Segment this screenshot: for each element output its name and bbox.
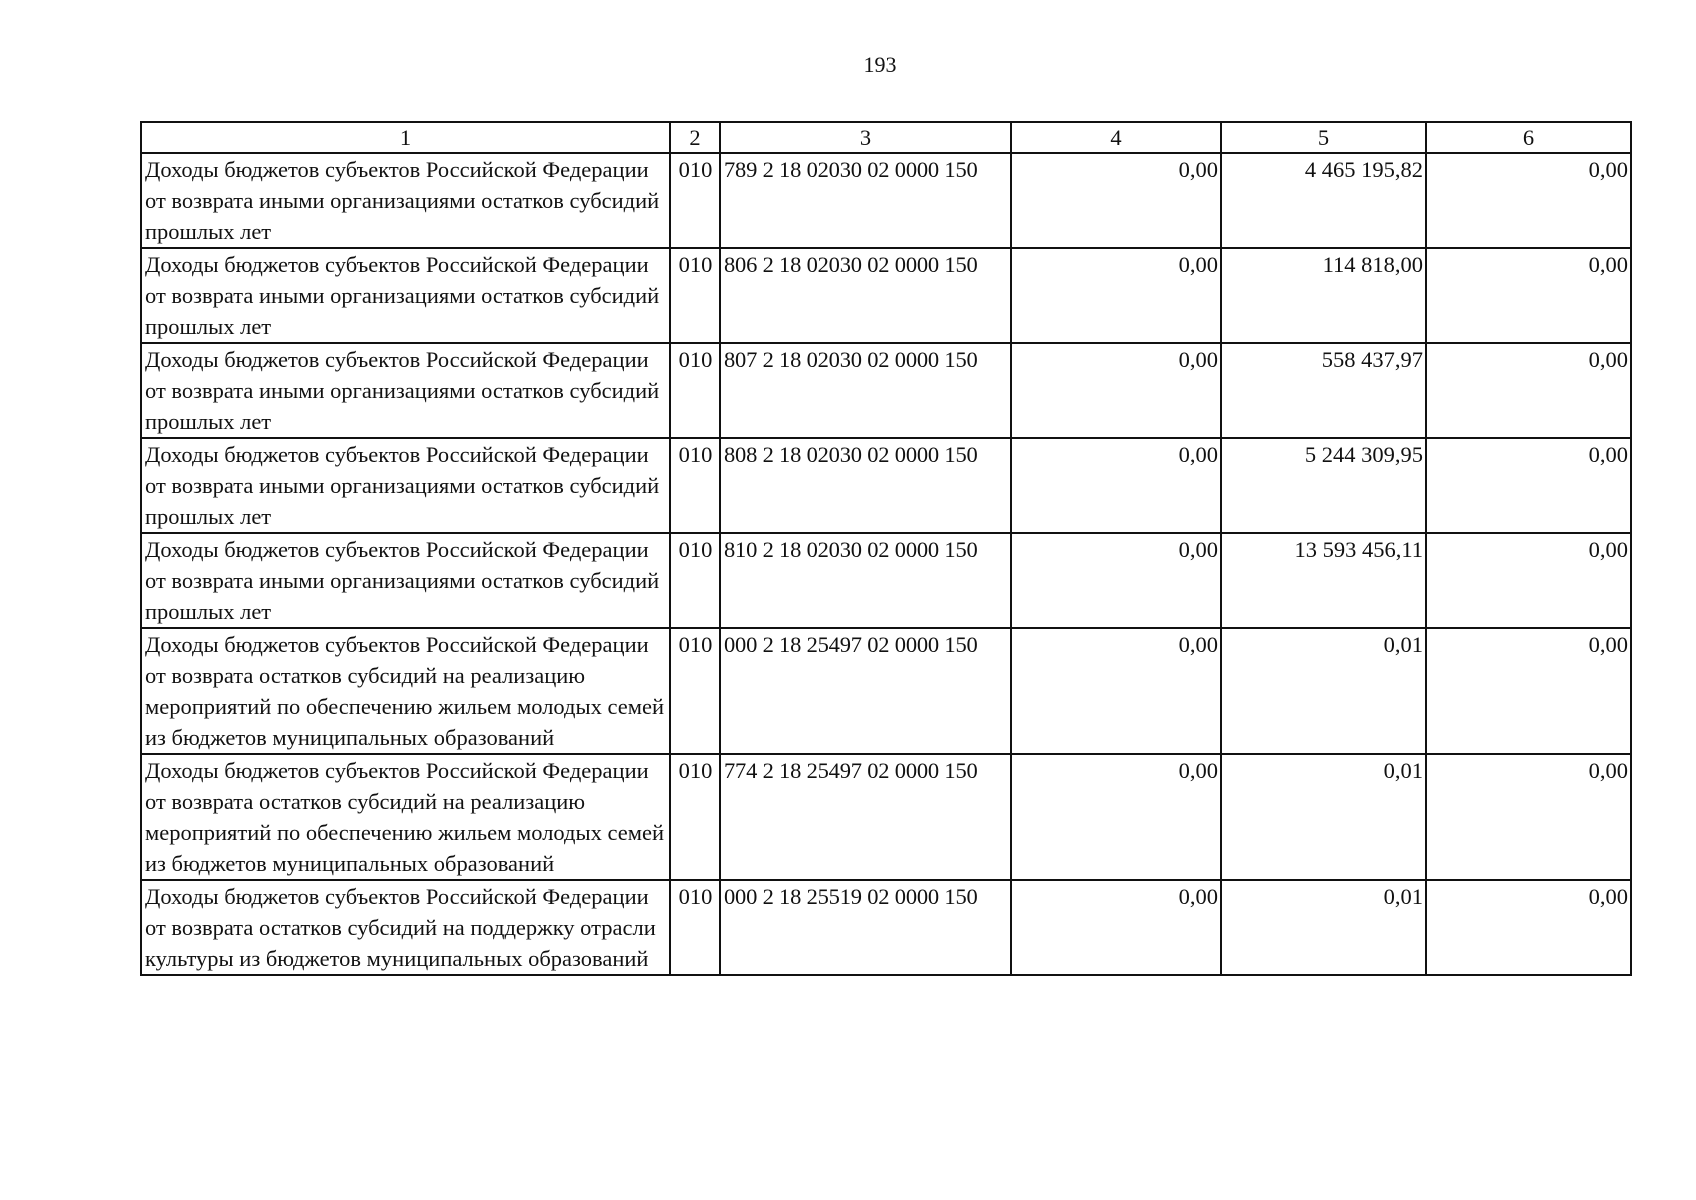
column-5-value: 13 593 456,11 [1221,533,1426,628]
budget-code-cell: 810 2 18 02030 02 0000 150 [720,533,1011,628]
column-4-value: 0,00 [1011,880,1221,975]
column-header-1: 1 [141,122,670,153]
section-code-cell: 010 [670,628,720,754]
section-code-cell: 010 [670,343,720,438]
header-row [141,122,1631,153]
section-code-cell: 010 [670,533,720,628]
income-name-cell: Доходы бюджетов субъектов Российской Федерации от возврата иными организациями остатков субсидий прошлых лет [141,343,670,438]
section-code-cell: 010 [670,880,720,975]
budget-code-cell: 789 2 18 02030 02 0000 150 [720,153,1011,248]
income-name-cell: Доходы бюджетов субъектов Российской Федерации от возврата иными организациями остатков субсидий прошлых лет [141,533,670,628]
column-5-value: 0,01 [1221,880,1426,975]
table-header [141,122,1631,153]
income-name-cell: Доходы бюджетов субъектов Российской Федерации от возврата остатков субсидий на реализацию мероприятий по обеспечению жильем молодых семей из бюджетов муниципальных образований [141,628,670,754]
column-header-5: 5 [1221,122,1426,153]
column-header-3: 3 [720,122,1011,153]
column-4-value: 0,00 [1011,153,1221,248]
section-code-cell: 010 [670,754,720,880]
column-6-value: 0,00 [1426,248,1631,343]
column-4-value: 0,00 [1011,754,1221,880]
column-5-value: 0,01 [1221,754,1426,880]
column-4-value: 0,00 [1011,628,1221,754]
budget-code-cell: 000 2 18 25519 02 0000 150 [720,880,1011,975]
table-body [141,153,1631,975]
column-4-value: 0,00 [1011,438,1221,533]
income-name-cell: Доходы бюджетов субъектов Российской Федерации от возврата остатков субсидий на поддержку отрасли культуры из бюджетов муниципальных образований [141,880,670,975]
section-code-cell: 010 [670,248,720,343]
column-6-value: 0,00 [1426,438,1631,533]
table-row [141,754,1631,880]
column-5-value: 4 465 195,82 [1221,153,1426,248]
column-5-value: 558 437,97 [1221,343,1426,438]
column-6-value: 0,00 [1426,153,1631,248]
table-row [141,153,1631,248]
income-name-cell: Доходы бюджетов субъектов Российской Федерации от возврата иными организациями остатков субсидий прошлых лет [141,153,670,248]
column-header-2: 2 [670,122,720,153]
section-code-cell: 010 [670,153,720,248]
column-5-value: 5 244 309,95 [1221,438,1426,533]
income-name-cell: Доходы бюджетов субъектов Российской Федерации от возврата иными организациями остатков субсидий прошлых лет [141,248,670,343]
column-6-value: 0,00 [1426,343,1631,438]
column-6-value: 0,00 [1426,880,1631,975]
table-row [141,628,1631,754]
column-6-value: 0,00 [1426,628,1631,754]
column-5-value: 0,01 [1221,628,1426,754]
table-row [141,343,1631,438]
budget-code-cell: 808 2 18 02030 02 0000 150 [720,438,1011,533]
column-4-value: 0,00 [1011,533,1221,628]
budget-code-cell: 774 2 18 25497 02 0000 150 [720,754,1011,880]
revenue-table [140,121,1632,976]
column-4-value: 0,00 [1011,248,1221,343]
page-number: 193 [863,52,897,77]
column-header-4: 4 [1011,122,1221,153]
table-row [141,533,1631,628]
budget-code-cell: 806 2 18 02030 02 0000 150 [720,248,1011,343]
table-row [141,248,1631,343]
budget-code-cell: 000 2 18 25497 02 0000 150 [720,628,1011,754]
income-name-cell: Доходы бюджетов субъектов Российской Федерации от возврата иными организациями остатков субсидий прошлых лет [141,438,670,533]
column-5-value: 114 818,00 [1221,248,1426,343]
budget-code-cell: 807 2 18 02030 02 0000 150 [720,343,1011,438]
table-row [141,438,1631,533]
column-6-value: 0,00 [1426,754,1631,880]
column-header-6: 6 [1426,122,1631,153]
column-6-value: 0,00 [1426,533,1631,628]
column-4-value: 0,00 [1011,343,1221,438]
income-name-cell: Доходы бюджетов субъектов Российской Федерации от возврата остатков субсидий на реализацию мероприятий по обеспечению жильем молодых семей из бюджетов муниципальных образований [141,754,670,880]
table-row [141,880,1631,975]
section-code-cell: 010 [670,438,720,533]
